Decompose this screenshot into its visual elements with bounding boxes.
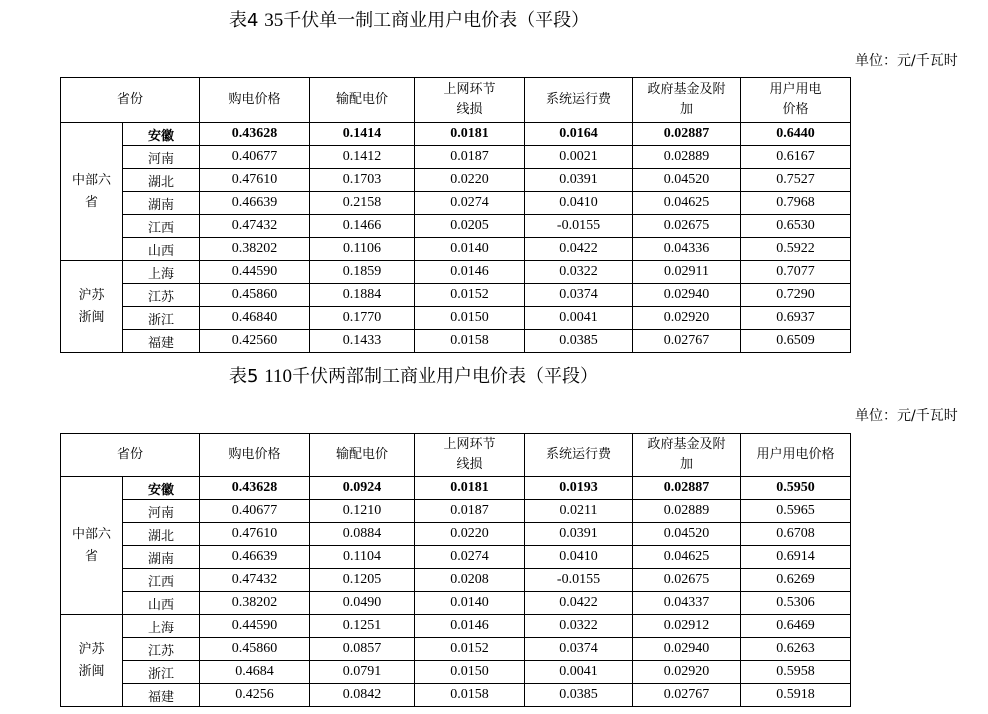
table-row <box>61 500 851 523</box>
value-cell: 0.0150 <box>415 661 525 684</box>
province-cell: 山西 <box>123 238 200 261</box>
value-cell: 0.6167 <box>741 146 851 169</box>
value-cell: 0.02940 <box>633 284 741 307</box>
value-cell: 0.04520 <box>633 523 741 546</box>
table-row <box>61 261 851 284</box>
header-row <box>61 78 851 123</box>
table-row <box>61 684 851 707</box>
header-gov-fund: 政府基金及附 加 <box>633 434 741 477</box>
value-cell: 0.7968 <box>741 192 851 215</box>
value-cell: 0.5950 <box>741 477 851 500</box>
table4-title-number: 35 <box>264 10 284 31</box>
value-cell: 0.02887 <box>633 477 741 500</box>
table-row <box>61 169 851 192</box>
province-cell: 河南 <box>123 146 200 169</box>
value-cell: 0.44590 <box>200 615 310 638</box>
value-cell: 0.0410 <box>525 546 633 569</box>
value-cell: 0.5922 <box>741 238 851 261</box>
table-row <box>61 330 851 353</box>
header-purchase-price: 购电价格 <box>200 434 310 477</box>
value-cell: 0.38202 <box>200 592 310 615</box>
value-cell: 0.6914 <box>741 546 851 569</box>
value-cell: 0.0422 <box>525 592 633 615</box>
value-cell: 0.0021 <box>525 146 633 169</box>
province-cell: 湖北 <box>123 523 200 546</box>
value-cell: 0.5965 <box>741 500 851 523</box>
value-cell: 0.0181 <box>415 123 525 146</box>
value-cell: 0.0274 <box>415 192 525 215</box>
value-cell: 0.0391 <box>525 169 633 192</box>
province-cell: 湖南 <box>123 546 200 569</box>
province-cell: 福建 <box>123 330 200 353</box>
value-cell: 0.47610 <box>200 169 310 192</box>
province-cell: 上海 <box>123 615 200 638</box>
table-row <box>61 238 851 261</box>
value-cell: 0.2158 <box>310 192 415 215</box>
value-cell: 0.7290 <box>741 284 851 307</box>
value-cell: 0.1859 <box>310 261 415 284</box>
value-cell: 0.6263 <box>741 638 851 661</box>
province-cell: 浙江 <box>123 661 200 684</box>
value-cell: 0.0152 <box>415 638 525 661</box>
value-cell: 0.04337 <box>633 592 741 615</box>
value-cell: 0.0374 <box>525 638 633 661</box>
value-cell: 0.02887 <box>633 123 741 146</box>
value-cell: 0.0150 <box>415 307 525 330</box>
value-cell: 0.0791 <box>310 661 415 684</box>
value-cell: 0.0152 <box>415 284 525 307</box>
header-transmission-price: 输配电价 <box>310 78 415 123</box>
table5-title-number: 110 <box>264 366 292 387</box>
value-cell: 0.1884 <box>310 284 415 307</box>
value-cell: 0.0374 <box>525 284 633 307</box>
header-line-loss: 上网环节 线损 <box>415 78 525 123</box>
value-cell: 0.6509 <box>741 330 851 353</box>
header-system-fee: 系统运行费 <box>525 78 633 123</box>
value-cell: 0.47432 <box>200 569 310 592</box>
value-cell: 0.0391 <box>525 523 633 546</box>
table-row <box>61 215 851 238</box>
value-cell: 0.1106 <box>310 238 415 261</box>
header-purchase-price: 购电价格 <box>200 78 310 123</box>
value-cell: 0.6708 <box>741 523 851 546</box>
table5 <box>60 433 851 707</box>
table-row <box>61 592 851 615</box>
value-cell: 0.02675 <box>633 215 741 238</box>
header-user-price: 用户用电价格 <box>741 434 851 477</box>
table-row <box>61 192 851 215</box>
value-cell: 0.47432 <box>200 215 310 238</box>
value-cell: 0.44590 <box>200 261 310 284</box>
value-cell: 0.1210 <box>310 500 415 523</box>
value-cell: 0.46840 <box>200 307 310 330</box>
group-label: 沪苏 浙闽 <box>61 615 123 707</box>
header-line-loss: 上网环节 线损 <box>415 434 525 477</box>
value-cell: 0.0041 <box>525 307 633 330</box>
value-cell: 0.45860 <box>200 284 310 307</box>
value-cell: 0.40677 <box>200 146 310 169</box>
value-cell: 0.0385 <box>525 684 633 707</box>
province-cell: 福建 <box>123 684 200 707</box>
value-cell: 0.7077 <box>741 261 851 284</box>
value-cell: 0.0187 <box>415 146 525 169</box>
value-cell: 0.0041 <box>525 661 633 684</box>
header-system-fee: 系统运行费 <box>525 434 633 477</box>
value-cell: 0.43628 <box>200 477 310 500</box>
table-row <box>61 615 851 638</box>
value-cell: 0.1703 <box>310 169 415 192</box>
value-cell: 0.5306 <box>741 592 851 615</box>
value-cell: 0.02920 <box>633 307 741 330</box>
table-row <box>61 569 851 592</box>
header-gov-fund: 政府基金及附 加 <box>633 78 741 123</box>
value-cell: 0.02767 <box>633 330 741 353</box>
value-cell: 0.6530 <box>741 215 851 238</box>
value-cell: 0.02675 <box>633 569 741 592</box>
table5-unit-label: 单位：元/千瓦时 <box>855 408 958 424</box>
table-row <box>61 546 851 569</box>
header-province: 省份 <box>61 434 200 477</box>
value-cell: 0.0158 <box>415 684 525 707</box>
header-user-price: 用户用电 价格 <box>741 78 851 123</box>
table-row <box>61 661 851 684</box>
value-cell: 0.0857 <box>310 638 415 661</box>
value-cell: 0.6469 <box>741 615 851 638</box>
value-cell: 0.0158 <box>415 330 525 353</box>
value-cell: 0.7527 <box>741 169 851 192</box>
value-cell: 0.0181 <box>415 477 525 500</box>
table5-title <box>229 362 598 388</box>
value-cell: 0.04336 <box>633 238 741 261</box>
province-cell: 山西 <box>123 592 200 615</box>
province-cell: 江苏 <box>123 284 200 307</box>
value-cell: 0.1433 <box>310 330 415 353</box>
value-cell: 0.0385 <box>525 330 633 353</box>
value-cell: 0.02920 <box>633 661 741 684</box>
value-cell: 0.47610 <box>200 523 310 546</box>
value-cell: 0.1412 <box>310 146 415 169</box>
table-row <box>61 523 851 546</box>
value-cell: 0.42560 <box>200 330 310 353</box>
value-cell: 0.1770 <box>310 307 415 330</box>
table-row <box>61 123 851 146</box>
table4-title-text: 千伏单一制工商业用户电价表（平段） <box>283 10 590 31</box>
value-cell: 0.1205 <box>310 569 415 592</box>
value-cell: 0.6269 <box>741 569 851 592</box>
value-cell: 0.0146 <box>415 261 525 284</box>
province-cell: 安徽 <box>123 477 200 500</box>
value-cell: 0.0490 <box>310 592 415 615</box>
value-cell: 0.0274 <box>415 546 525 569</box>
value-cell: 0.0211 <box>525 500 633 523</box>
table4-unit-label: 单位：元/千瓦时 <box>855 53 958 69</box>
value-cell: 0.0322 <box>525 261 633 284</box>
value-cell: 0.40677 <box>200 500 310 523</box>
value-cell: 0.04625 <box>633 546 741 569</box>
table5-title-prefix: 表5 <box>229 366 259 387</box>
province-cell: 上海 <box>123 261 200 284</box>
value-cell: 0.0220 <box>415 169 525 192</box>
table-row <box>61 477 851 500</box>
value-cell: 0.4684 <box>200 661 310 684</box>
value-cell: 0.02912 <box>633 615 741 638</box>
value-cell: 0.1104 <box>310 546 415 569</box>
header-transmission-price: 输配电价 <box>310 434 415 477</box>
value-cell: 0.0140 <box>415 592 525 615</box>
table4 <box>60 77 851 353</box>
value-cell: 0.0140 <box>415 238 525 261</box>
header-province: 省份 <box>61 78 200 123</box>
value-cell: 0.1414 <box>310 123 415 146</box>
table5-title-text: 千伏两部制工商业用户电价表（平段） <box>291 366 598 387</box>
header-row <box>61 434 851 477</box>
value-cell: 0.6937 <box>741 307 851 330</box>
value-cell: 0.0220 <box>415 523 525 546</box>
value-cell: 0.46639 <box>200 546 310 569</box>
value-cell: 0.46639 <box>200 192 310 215</box>
value-cell: 0.0410 <box>525 192 633 215</box>
value-cell: 0.0205 <box>415 215 525 238</box>
value-cell: -0.0155 <box>525 215 633 238</box>
value-cell: 0.02889 <box>633 500 741 523</box>
value-cell: 0.0924 <box>310 477 415 500</box>
table-row <box>61 638 851 661</box>
table-row <box>61 307 851 330</box>
value-cell: -0.0155 <box>525 569 633 592</box>
province-cell: 湖南 <box>123 192 200 215</box>
group-label: 中部六 省 <box>61 477 123 615</box>
value-cell: 0.0187 <box>415 500 525 523</box>
value-cell: 0.0164 <box>525 123 633 146</box>
value-cell: 0.04625 <box>633 192 741 215</box>
province-cell: 河南 <box>123 500 200 523</box>
value-cell: 0.0146 <box>415 615 525 638</box>
value-cell: 0.02940 <box>633 638 741 661</box>
value-cell: 0.6440 <box>741 123 851 146</box>
province-cell: 江苏 <box>123 638 200 661</box>
value-cell: 0.02911 <box>633 261 741 284</box>
value-cell: 0.0884 <box>310 523 415 546</box>
table4-title <box>229 6 589 32</box>
value-cell: 0.0322 <box>525 615 633 638</box>
value-cell: 0.0193 <box>525 477 633 500</box>
value-cell: 0.0422 <box>525 238 633 261</box>
province-cell: 江西 <box>123 215 200 238</box>
province-cell: 江西 <box>123 569 200 592</box>
province-cell: 湖北 <box>123 169 200 192</box>
value-cell: 0.38202 <box>200 238 310 261</box>
value-cell: 0.02767 <box>633 684 741 707</box>
value-cell: 0.1251 <box>310 615 415 638</box>
group-label: 沪苏 浙闽 <box>61 261 123 353</box>
table-row <box>61 284 851 307</box>
value-cell: 0.0208 <box>415 569 525 592</box>
table4-title-prefix: 表4 <box>229 10 259 31</box>
table-row <box>61 146 851 169</box>
province-cell: 安徽 <box>123 123 200 146</box>
province-cell: 浙江 <box>123 307 200 330</box>
value-cell: 0.02889 <box>633 146 741 169</box>
value-cell: 0.5958 <box>741 661 851 684</box>
value-cell: 0.5918 <box>741 684 851 707</box>
value-cell: 0.4256 <box>200 684 310 707</box>
group-label: 中部六 省 <box>61 123 123 261</box>
value-cell: 0.45860 <box>200 638 310 661</box>
value-cell: 0.04520 <box>633 169 741 192</box>
value-cell: 0.1466 <box>310 215 415 238</box>
value-cell: 0.43628 <box>200 123 310 146</box>
value-cell: 0.0842 <box>310 684 415 707</box>
